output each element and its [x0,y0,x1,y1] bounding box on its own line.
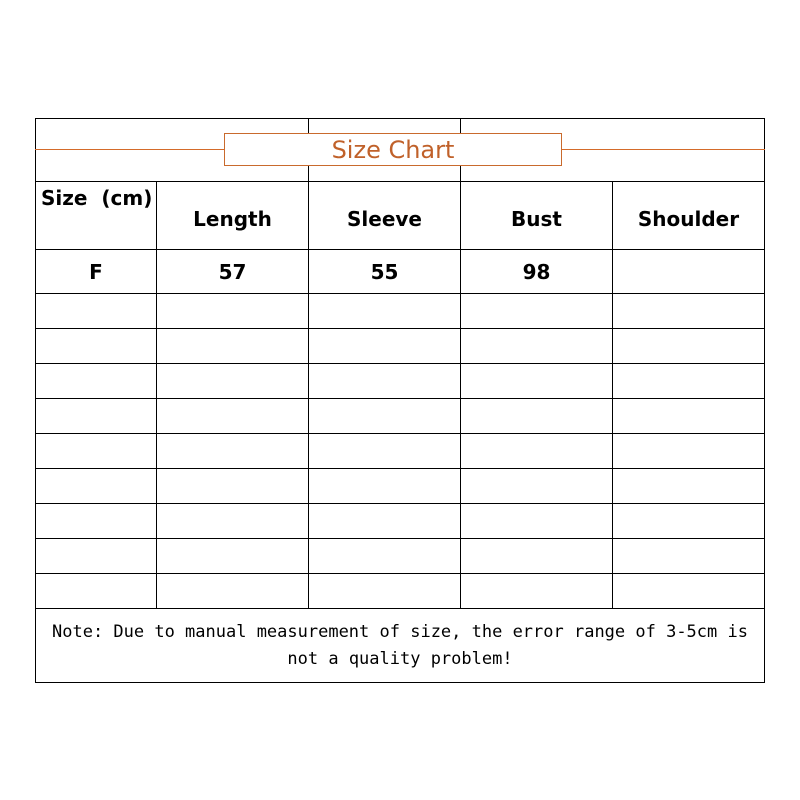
header-size: Size (cm) [41,186,153,210]
title-text: Size Chart [331,135,455,164]
size-chart [35,118,765,683]
table-border-left [35,118,36,683]
header-sleeve: Sleeve [347,206,422,231]
table-border-top [35,118,765,119]
cell-sleeve: 55 [370,259,399,284]
measurement-note: Note: Due to manual measurement of size, the error range of 3-5cm is not a quality problem! [52,621,748,669]
cell-shoulder [613,250,764,293]
title-rule-right [562,149,765,150]
grid-line [35,293,765,294]
grid-line [35,398,765,399]
cell-bust: 98 [522,259,551,284]
divider [460,118,461,133]
grid-line [35,433,765,434]
grid-line [35,573,765,574]
title-rule-left [35,149,224,150]
grid-line [35,503,765,504]
divider [308,118,309,133]
cell-size: F [89,259,103,284]
table-border-right [764,118,765,683]
table-border-bottom [35,682,765,683]
header-bust: Bust [511,206,562,231]
cell-length: 57 [218,259,247,284]
grid-line [35,468,765,469]
grid-line [35,328,765,329]
grid-line [35,538,765,539]
size-chart-title [224,133,562,166]
header-length: Length [193,206,272,231]
header-shoulder: Shoulder [637,206,740,231]
grid-line [35,363,765,364]
